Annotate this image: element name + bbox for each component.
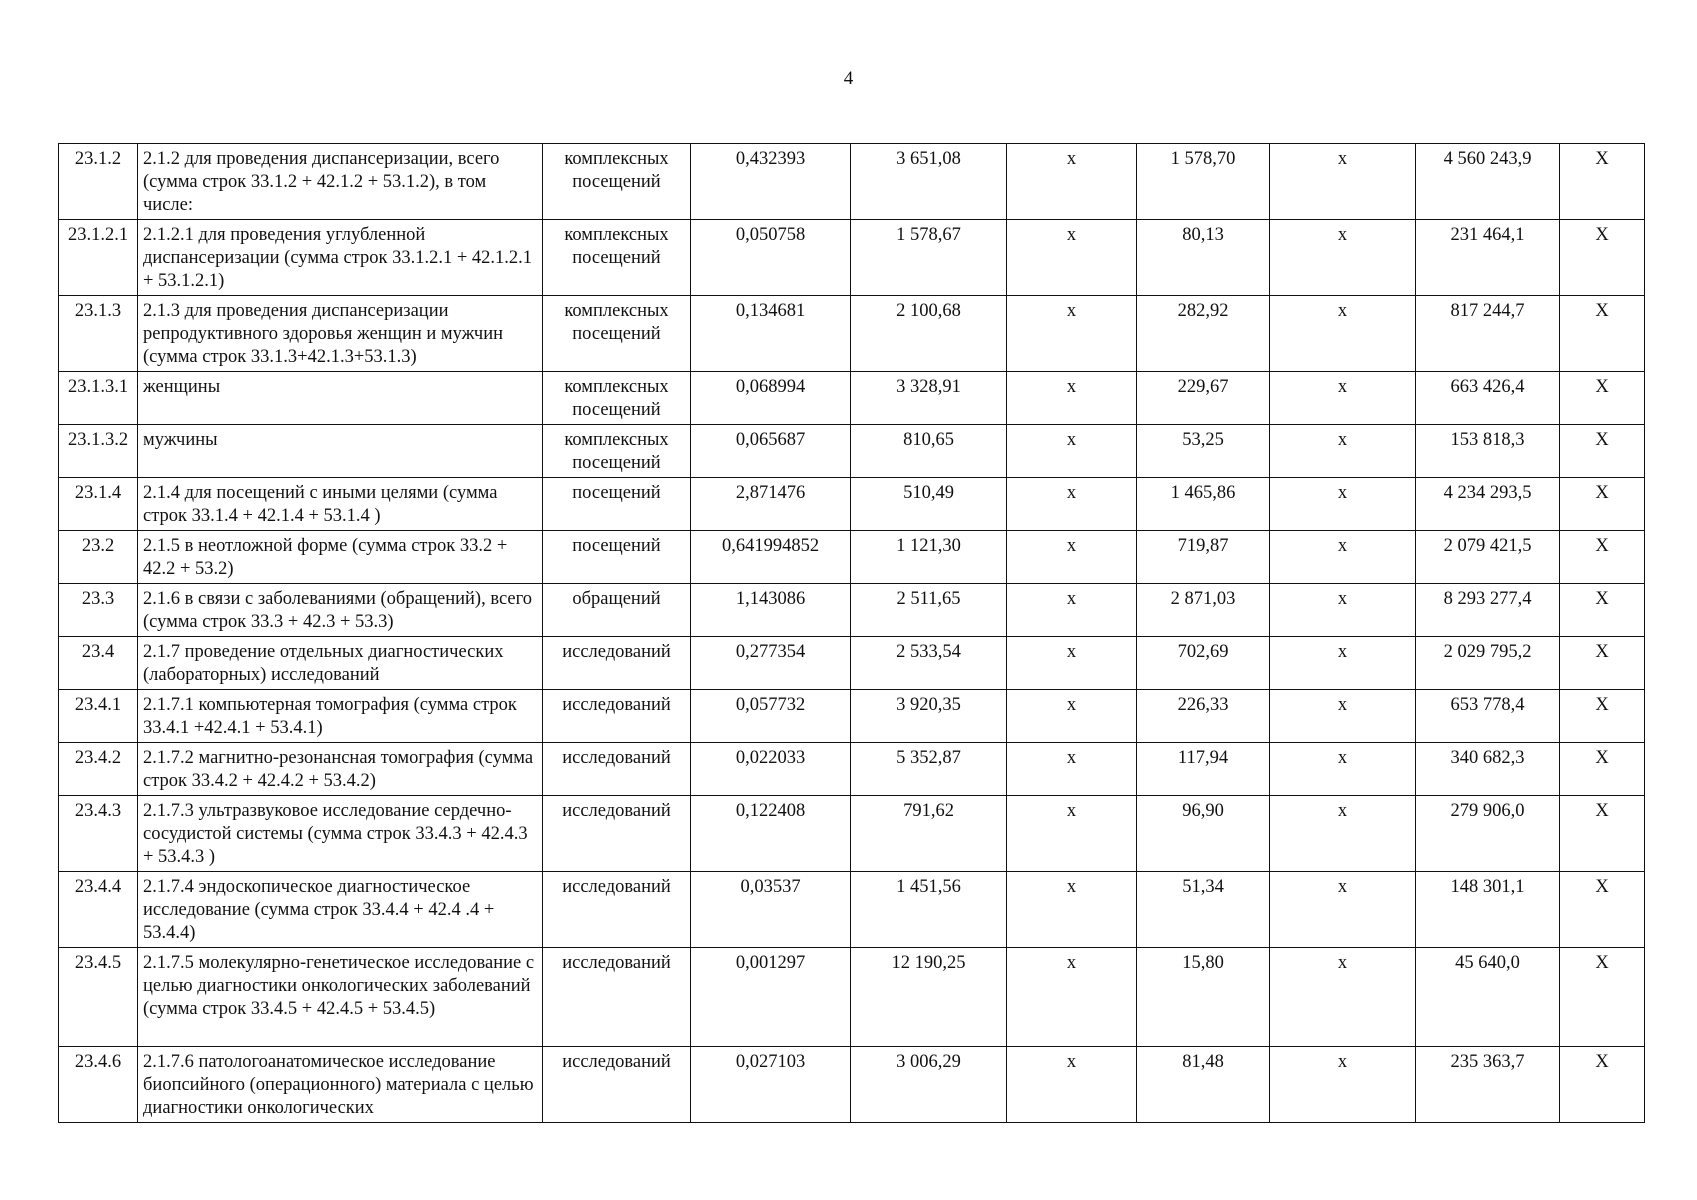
- row-unit: исследований: [543, 690, 691, 743]
- row-code: 23.4.2: [59, 743, 138, 796]
- row-mark: x: [1270, 690, 1416, 743]
- row-volume: 0,432393: [691, 144, 851, 220]
- row-code: 23.4.6: [59, 1047, 138, 1123]
- table-row: [59, 690, 1645, 743]
- row-cost: 2 533,54: [851, 637, 1007, 690]
- table-row: [59, 743, 1645, 796]
- row-cost: 3 651,08: [851, 144, 1007, 220]
- row-mark-x: X: [1560, 872, 1645, 948]
- row-name: 2.1.7.1 компьютерная томография (сумма строк 33.4.1 +42.4.1 + 53.4.1): [138, 690, 543, 743]
- row-norm: 51,34: [1137, 872, 1270, 948]
- row-sum: 340 682,3: [1416, 743, 1560, 796]
- row-volume: 0,065687: [691, 425, 851, 478]
- row-volume: 0,03537: [691, 872, 851, 948]
- row-volume: 0,641994852: [691, 531, 851, 584]
- table-row: [59, 584, 1645, 637]
- table-row: [59, 1047, 1645, 1123]
- row-unit: посещений: [543, 478, 691, 531]
- row-mark: x: [1007, 948, 1137, 1047]
- row-name: 2.1.3 для проведения диспансеризации репродуктивного здоровья женщин и мужчин (сумма строк 33.1.3+42.1.3+53.1.3): [138, 296, 543, 372]
- row-mark-x: X: [1560, 425, 1645, 478]
- row-cost: 5 352,87: [851, 743, 1007, 796]
- row-mark-x: X: [1560, 584, 1645, 637]
- row-name: 2.1.5 в неотложной форме (сумма строк 33.2 + 42.2 + 53.2): [138, 531, 543, 584]
- row-sum: 279 906,0: [1416, 796, 1560, 872]
- row-mark: x: [1007, 296, 1137, 372]
- row-mark: x: [1007, 372, 1137, 425]
- row-norm: 226,33: [1137, 690, 1270, 743]
- row-unit: комплексных посещений: [543, 296, 691, 372]
- row-mark: x: [1270, 637, 1416, 690]
- row-mark-x: X: [1560, 220, 1645, 296]
- row-code: 23.4.5: [59, 948, 138, 1047]
- row-mark-x: X: [1560, 637, 1645, 690]
- row-mark: x: [1270, 1047, 1416, 1123]
- row-code: 23.4.4: [59, 872, 138, 948]
- row-sum: 148 301,1: [1416, 872, 1560, 948]
- row-unit: исследований: [543, 1047, 691, 1123]
- data-table: [58, 143, 1645, 1123]
- row-volume: 0,068994: [691, 372, 851, 425]
- row-norm: 15,80: [1137, 948, 1270, 1047]
- row-sum: 653 778,4: [1416, 690, 1560, 743]
- row-sum: 153 818,3: [1416, 425, 1560, 478]
- row-volume: 0,122408: [691, 796, 851, 872]
- row-norm: 2 871,03: [1137, 584, 1270, 637]
- row-sum: 231 464,1: [1416, 220, 1560, 296]
- row-unit: исследований: [543, 637, 691, 690]
- row-mark: x: [1270, 743, 1416, 796]
- row-cost: 791,62: [851, 796, 1007, 872]
- row-mark-x: X: [1560, 478, 1645, 531]
- row-unit: обращений: [543, 584, 691, 637]
- row-unit: комплексных посещений: [543, 144, 691, 220]
- row-cost: 3 006,29: [851, 1047, 1007, 1123]
- row-mark: x: [1270, 425, 1416, 478]
- row-cost: 1 121,30: [851, 531, 1007, 584]
- row-cost: 2 511,65: [851, 584, 1007, 637]
- row-norm: 702,69: [1137, 637, 1270, 690]
- row-unit: комплексных посещений: [543, 425, 691, 478]
- row-code: 23.1.3.2: [59, 425, 138, 478]
- row-code: 23.1.2.1: [59, 220, 138, 296]
- row-mark: x: [1270, 531, 1416, 584]
- table-row: [59, 296, 1645, 372]
- row-unit: исследований: [543, 948, 691, 1047]
- row-cost: 3 920,35: [851, 690, 1007, 743]
- row-name: 2.1.7.5 молекулярно-генетическое исследование с целью диагностики онкологических заболеваний (сумма строк 33.4.5 + 42.4.5 + 53.4.5): [138, 948, 543, 1047]
- table-row: [59, 425, 1645, 478]
- row-mark: x: [1270, 220, 1416, 296]
- row-name: мужчины: [138, 425, 543, 478]
- row-mark: x: [1270, 478, 1416, 531]
- row-cost: 1 451,56: [851, 872, 1007, 948]
- row-mark: x: [1007, 872, 1137, 948]
- row-mark: x: [1270, 372, 1416, 425]
- row-norm: 81,48: [1137, 1047, 1270, 1123]
- row-norm: 282,92: [1137, 296, 1270, 372]
- row-sum: 2 079 421,5: [1416, 531, 1560, 584]
- row-norm: 719,87: [1137, 531, 1270, 584]
- row-name: 2.1.7.3 ультразвуковое исследование сердечно-сосудистой системы (сумма строк 33.4.3 + 42.4.3 + 53.4.3 ): [138, 796, 543, 872]
- row-mark: x: [1007, 584, 1137, 637]
- row-name: женщины: [138, 372, 543, 425]
- row-volume: 0,022033: [691, 743, 851, 796]
- row-cost: 2 100,68: [851, 296, 1007, 372]
- row-sum: 4 234 293,5: [1416, 478, 1560, 531]
- row-mark: x: [1007, 478, 1137, 531]
- row-volume: 0,027103: [691, 1047, 851, 1123]
- row-norm: 229,67: [1137, 372, 1270, 425]
- row-norm: 117,94: [1137, 743, 1270, 796]
- row-unit: комплексных посещений: [543, 372, 691, 425]
- row-sum: 663 426,4: [1416, 372, 1560, 425]
- row-mark: x: [1007, 144, 1137, 220]
- row-mark: x: [1270, 872, 1416, 948]
- table-row: [59, 220, 1645, 296]
- row-norm: 1 578,70: [1137, 144, 1270, 220]
- row-unit: исследований: [543, 872, 691, 948]
- row-mark: x: [1007, 743, 1137, 796]
- row-name: 2.1.4 для посещений с иными целями (сумма строк 33.1.4 + 42.1.4 + 53.1.4 ): [138, 478, 543, 531]
- row-code: 23.3: [59, 584, 138, 637]
- row-name: 2.1.6 в связи с заболеваниями (обращений), всего (сумма строк 33.3 + 42.3 + 53.3): [138, 584, 543, 637]
- row-mark: x: [1007, 796, 1137, 872]
- page-number: 4: [843, 68, 854, 89]
- table-row: [59, 872, 1645, 948]
- row-mark: x: [1270, 144, 1416, 220]
- row-volume: 0,001297: [691, 948, 851, 1047]
- row-volume: 0,134681: [691, 296, 851, 372]
- row-name: 2.1.2.1 для проведения углубленной диспансеризации (сумма строк 33.1.2.1 + 42.1.2.1 + 53.1.2.1): [138, 220, 543, 296]
- row-mark: x: [1007, 1047, 1137, 1123]
- row-name: 2.1.2 для проведения диспансеризации, всего (сумма строк 33.1.2 + 42.1.2 + 53.1.2), в том числе:: [138, 144, 543, 220]
- row-mark-x: X: [1560, 690, 1645, 743]
- row-mark-x: X: [1560, 144, 1645, 220]
- row-sum: 45 640,0: [1416, 948, 1560, 1047]
- row-volume: 0,277354: [691, 637, 851, 690]
- row-mark-x: X: [1560, 296, 1645, 372]
- row-unit: исследований: [543, 743, 691, 796]
- row-sum: 4 560 243,9: [1416, 144, 1560, 220]
- table-row: [59, 948, 1645, 1047]
- row-mark-x: X: [1560, 1047, 1645, 1123]
- row-mark: x: [1270, 584, 1416, 637]
- row-name: 2.1.7.4 эндоскопическое диагностическое исследование (сумма строк 33.4.4 + 42.4 .4 + 53.4.4): [138, 872, 543, 948]
- row-unit: посещений: [543, 531, 691, 584]
- row-sum: 8 293 277,4: [1416, 584, 1560, 637]
- row-code: 23.2: [59, 531, 138, 584]
- row-volume: 0,050758: [691, 220, 851, 296]
- row-code: 23.1.3: [59, 296, 138, 372]
- table-row: [59, 637, 1645, 690]
- row-cost: 510,49: [851, 478, 1007, 531]
- row-cost: 810,65: [851, 425, 1007, 478]
- row-mark: x: [1270, 948, 1416, 1047]
- row-sum: 235 363,7: [1416, 1047, 1560, 1123]
- row-cost: 12 190,25: [851, 948, 1007, 1047]
- row-norm: 96,90: [1137, 796, 1270, 872]
- row-name: 2.1.7.2 магнитно-резонансная томография (сумма строк 33.4.2 + 42.4.2 + 53.4.2): [138, 743, 543, 796]
- row-mark-x: X: [1560, 948, 1645, 1047]
- table-row: [59, 796, 1645, 872]
- row-mark: x: [1007, 425, 1137, 478]
- row-mark-x: X: [1560, 743, 1645, 796]
- row-volume: 2,871476: [691, 478, 851, 531]
- row-mark-x: X: [1560, 372, 1645, 425]
- row-mark: x: [1007, 690, 1137, 743]
- row-code: 23.1.2: [59, 144, 138, 220]
- row-norm: 53,25: [1137, 425, 1270, 478]
- row-mark: x: [1270, 796, 1416, 872]
- table-row: [59, 372, 1645, 425]
- row-norm: 80,13: [1137, 220, 1270, 296]
- table-row: [59, 531, 1645, 584]
- row-code: 23.4.1: [59, 690, 138, 743]
- table-row: [59, 478, 1645, 531]
- row-cost: 1 578,67: [851, 220, 1007, 296]
- row-name: 2.1.7.6 патологоанатомическое исследование биопсийного (операционного) материала с целью диагностики онкологических: [138, 1047, 543, 1123]
- row-mark: x: [1007, 637, 1137, 690]
- table-row: [59, 144, 1645, 220]
- row-mark-x: X: [1560, 531, 1645, 584]
- row-unit: исследований: [543, 796, 691, 872]
- row-norm: 1 465,86: [1137, 478, 1270, 531]
- row-code: 23.4: [59, 637, 138, 690]
- row-cost: 3 328,91: [851, 372, 1007, 425]
- row-volume: 0,057732: [691, 690, 851, 743]
- row-code: 23.1.3.1: [59, 372, 138, 425]
- row-name: 2.1.7 проведение отдельных диагностических (лабораторных) исследований: [138, 637, 543, 690]
- row-sum: 817 244,7: [1416, 296, 1560, 372]
- row-code: 23.4.3: [59, 796, 138, 872]
- row-code: 23.1.4: [59, 478, 138, 531]
- row-mark: x: [1270, 296, 1416, 372]
- row-mark-x: X: [1560, 796, 1645, 872]
- row-mark: x: [1007, 220, 1137, 296]
- row-volume: 1,143086: [691, 584, 851, 637]
- row-unit: комплексных посещений: [543, 220, 691, 296]
- row-mark: x: [1007, 531, 1137, 584]
- row-sum: 2 029 795,2: [1416, 637, 1560, 690]
